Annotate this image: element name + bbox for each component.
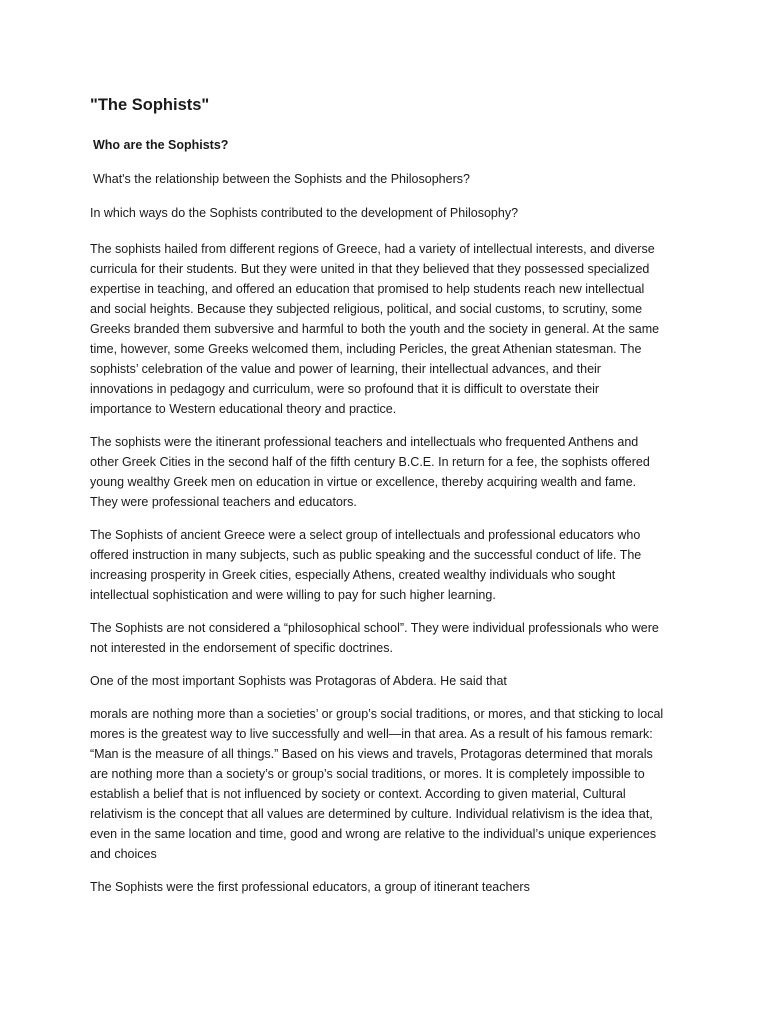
paragraph-6 xyxy=(90,704,688,864)
text-line: The sophists were the itinerant professional teachers and intellectuals who frequented Anthens and xyxy=(90,435,639,449)
document-page xyxy=(90,94,688,910)
text-line: curricula for their students. But they were united in that they believed that they possessed specialized xyxy=(90,262,650,276)
paragraph-4 xyxy=(90,618,688,658)
text-line: are nothing more than a society’s or group’s social traditions, or mores. It is completely impossible to xyxy=(90,767,645,781)
text-line: The Sophists are not considered a “philosophical school”. They were individual professionals who were xyxy=(90,621,659,635)
question-contribution: In which ways do the Sophists contributed to the development of Philosophy? xyxy=(90,206,519,220)
text-line: young wealthy Greek men on education in virtue or excellence, thereby acquiring wealth and fame. xyxy=(90,475,637,489)
text-line: importance to Western educational theory and practice. xyxy=(90,402,397,416)
text-line: other Greek Cities in the second half of the fifth century B.C.E. In return for a fee, the sophists offered xyxy=(90,455,650,469)
question-relationship: What's the relationship between the Sophists and the Philosophers? xyxy=(93,172,470,186)
text-line: sophists’ celebration of the value and power of learning, their intellectual advances, and their xyxy=(90,362,601,376)
text-line: mores is the greatest way to live successfully and well—in that area. As a result of his famous remark: xyxy=(90,727,653,741)
text-line: increasing prosperity in Greek cities, especially Athens, created wealthy individuals who sought xyxy=(90,568,616,582)
text-line: even in the same location and time, good and wrong are relative to the individual’s unique experiences xyxy=(90,827,657,841)
text-line: morals are nothing more than a societies’ or group’s social traditions, or mores, and that sticking to local xyxy=(90,707,664,721)
text-line: The Sophists were the first professional educators, a group of itinerant teachers xyxy=(90,880,530,894)
text-line: Greeks branded them subversive and harmful to both the youth and the society in general. At the same xyxy=(90,322,660,336)
text-line: and social heights. Because they subjected religious, political, and social customs, to scrutiny, some xyxy=(90,302,643,316)
text-line: not interested in the endorsement of specific doctrines. xyxy=(90,641,393,655)
paragraph-5 xyxy=(90,671,688,691)
text-line: The Sophists of ancient Greece were a select group of intellectuals and professional educators who xyxy=(90,528,641,542)
text-line: offered instruction in many subjects, such as public speaking and the successful conduct of life. The xyxy=(90,548,642,562)
text-line: relativism is the concept that all values are determined by culture. Individual relativism is the idea that, xyxy=(90,807,653,821)
paragraph-7 xyxy=(90,877,688,897)
text-line: and choices xyxy=(90,847,157,861)
text-line: innovations in pedagogy and curriculum, were so profound that it is difficult to overstate their xyxy=(90,382,600,396)
document-title: "The Sophists" xyxy=(90,96,210,114)
text-line: time, however, some Greeks welcomed them, including Pericles, the great Athenian statesman. The xyxy=(90,342,642,356)
paragraph-3 xyxy=(90,525,688,605)
text-line: One of the most important Sophists was Protagoras of Abdera. He said that xyxy=(90,674,507,688)
text-line: expertise in teaching, and offered an education that promised to help students reach new intellectual xyxy=(90,282,645,296)
text-line: The sophists hailed from different regions of Greece, had a variety of intellectual interests, and diverse xyxy=(90,242,655,256)
text-line: “Man is the measure of all things.” Based on his views and travels, Protagoras determined that morals xyxy=(90,747,653,761)
paragraph-2 xyxy=(90,432,688,512)
text-line: intellectual sophistication and were willing to pay for such higher learning. xyxy=(90,588,496,602)
text-line: establish a belief that is not influenced by society or context. According to given material, Cultural xyxy=(90,787,626,801)
text-line: They were professional teachers and educators. xyxy=(90,495,357,509)
paragraph-1 xyxy=(90,239,688,419)
question-who-are-sophists: Who are the Sophists? xyxy=(93,138,229,152)
